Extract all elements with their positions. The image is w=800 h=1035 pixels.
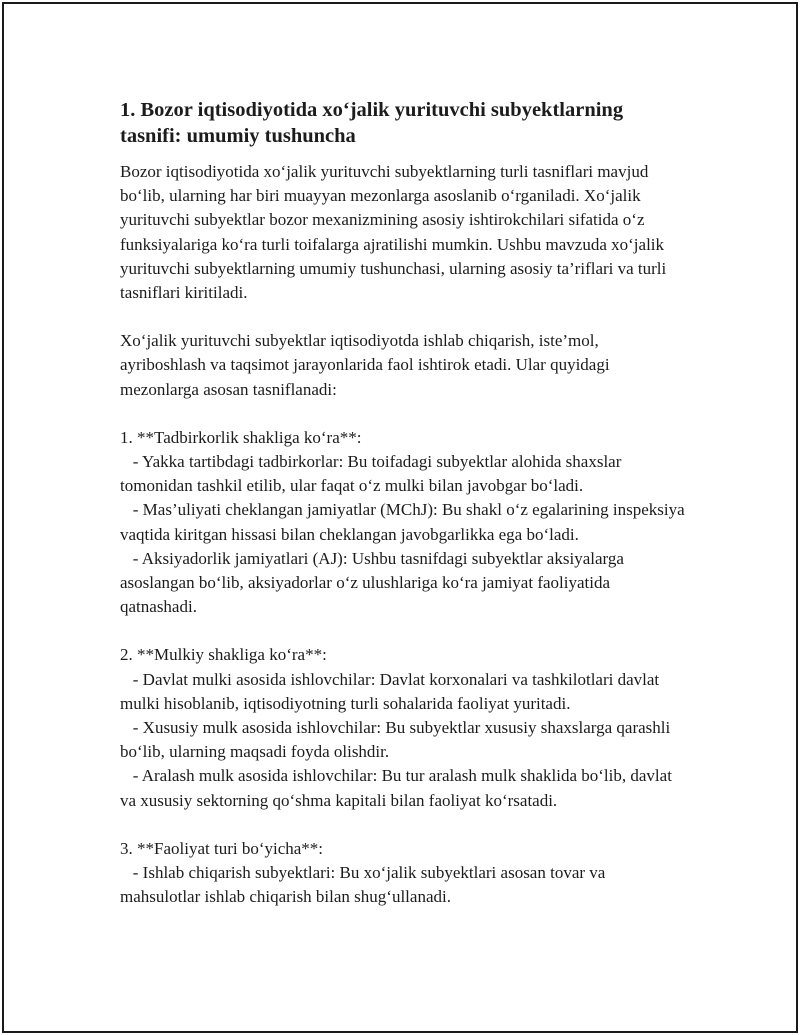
document-title: 1. Bozor iqtisodiyotida xo‘jalik yurituvchi subyektlarning tasnifi: umumiy tushuncha — [120, 99, 624, 147]
page-frame — [2, 2, 798, 1033]
criteria-paragraph: Xo‘jalik yurituvchi subyektlar iqtisodiyotda ishlab chiqarish, iste’mol, ayriboshlash va taqsimot jarayonlarida faol ishtirok etadi. Ular quyidagi mezonlarga asosan tasniflanadi: — [120, 331, 614, 399]
list-section-1: 1. **Tadbirkorlik shakliga ko‘ra**: - Yakka tartibdagi tadbirkorlar: Bu toifadagi subyektlar alohida shaxslar tomonidan tashkil etilib, ular faqat o‘z mulki bilan javobgar bo‘ladi. - Mas’uliyati cheklangan jamiyatlar (MChJ): Bu shakl o‘z egalarining inspeksiya vaqtida kiritgan hissasi bilan cheklangan javobgarlikka ega bo‘ladi. - Aksiyadorlik jamiyatlari (AJ): Ushbu tasnifdagi subyektlar aksiyalarga asoslangan bo‘lib, aksiyadorlar o‘z ulushlariga ko‘ra jamiyat faoliyatida qatnashadi. — [120, 427, 685, 617]
document-body — [120, 97, 685, 909]
list-section-2: 2. **Mulkiy shakliga ko‘ra**: - Davlat mulki asosida ishlovchilar: Davlat korxonalari va tashkilotlari davlat mulki hisoblanib, iqtisodiyotning turli sohalarida faoliyat yuritadi. - Xususiy mulk asosida ishlovchilar: Bu subyektlar xususiy shaxslarga qarashli bo‘lib, ularning maqsadi foyda olishdir. - Aralash mulk asosida ishlovchilar: Bu tur aralash mulk shaklida bo‘lib, davlat va xususiy sektorning qo‘shma kapitali bilan faoliyat ko‘rsatadi. — [120, 645, 672, 810]
intro-paragraph: Bozor iqtisodiyotida xo‘jalik yurituvchi subyektlarning turli tasniflari mavjud bo‘lib, ularning har biri muayyan mezonlarga asoslanib o‘rganiladi. Xo‘jalik yurituvchi subyektlar bozor mexanizmining asosiy ishtirokchilari sifatida o‘z funksiyalariga ko‘ra turli toifalarga ajratilishi mumkin. Ushbu mavzuda xo‘jalik yurituvchi subyektlarning umumiy tushunchasi, ularning asosiy ta’riflari va turli tasniflari kiritiladi. — [120, 162, 671, 303]
list-section-3: 3. **Faoliyat turi bo‘yicha**: - Ishlab chiqarish subyektlari: Bu xo‘jalik subyektlari asosan tovar va mahsulotlar ishlab chiqarish bilan shug‘ullanadi. — [120, 838, 606, 907]
